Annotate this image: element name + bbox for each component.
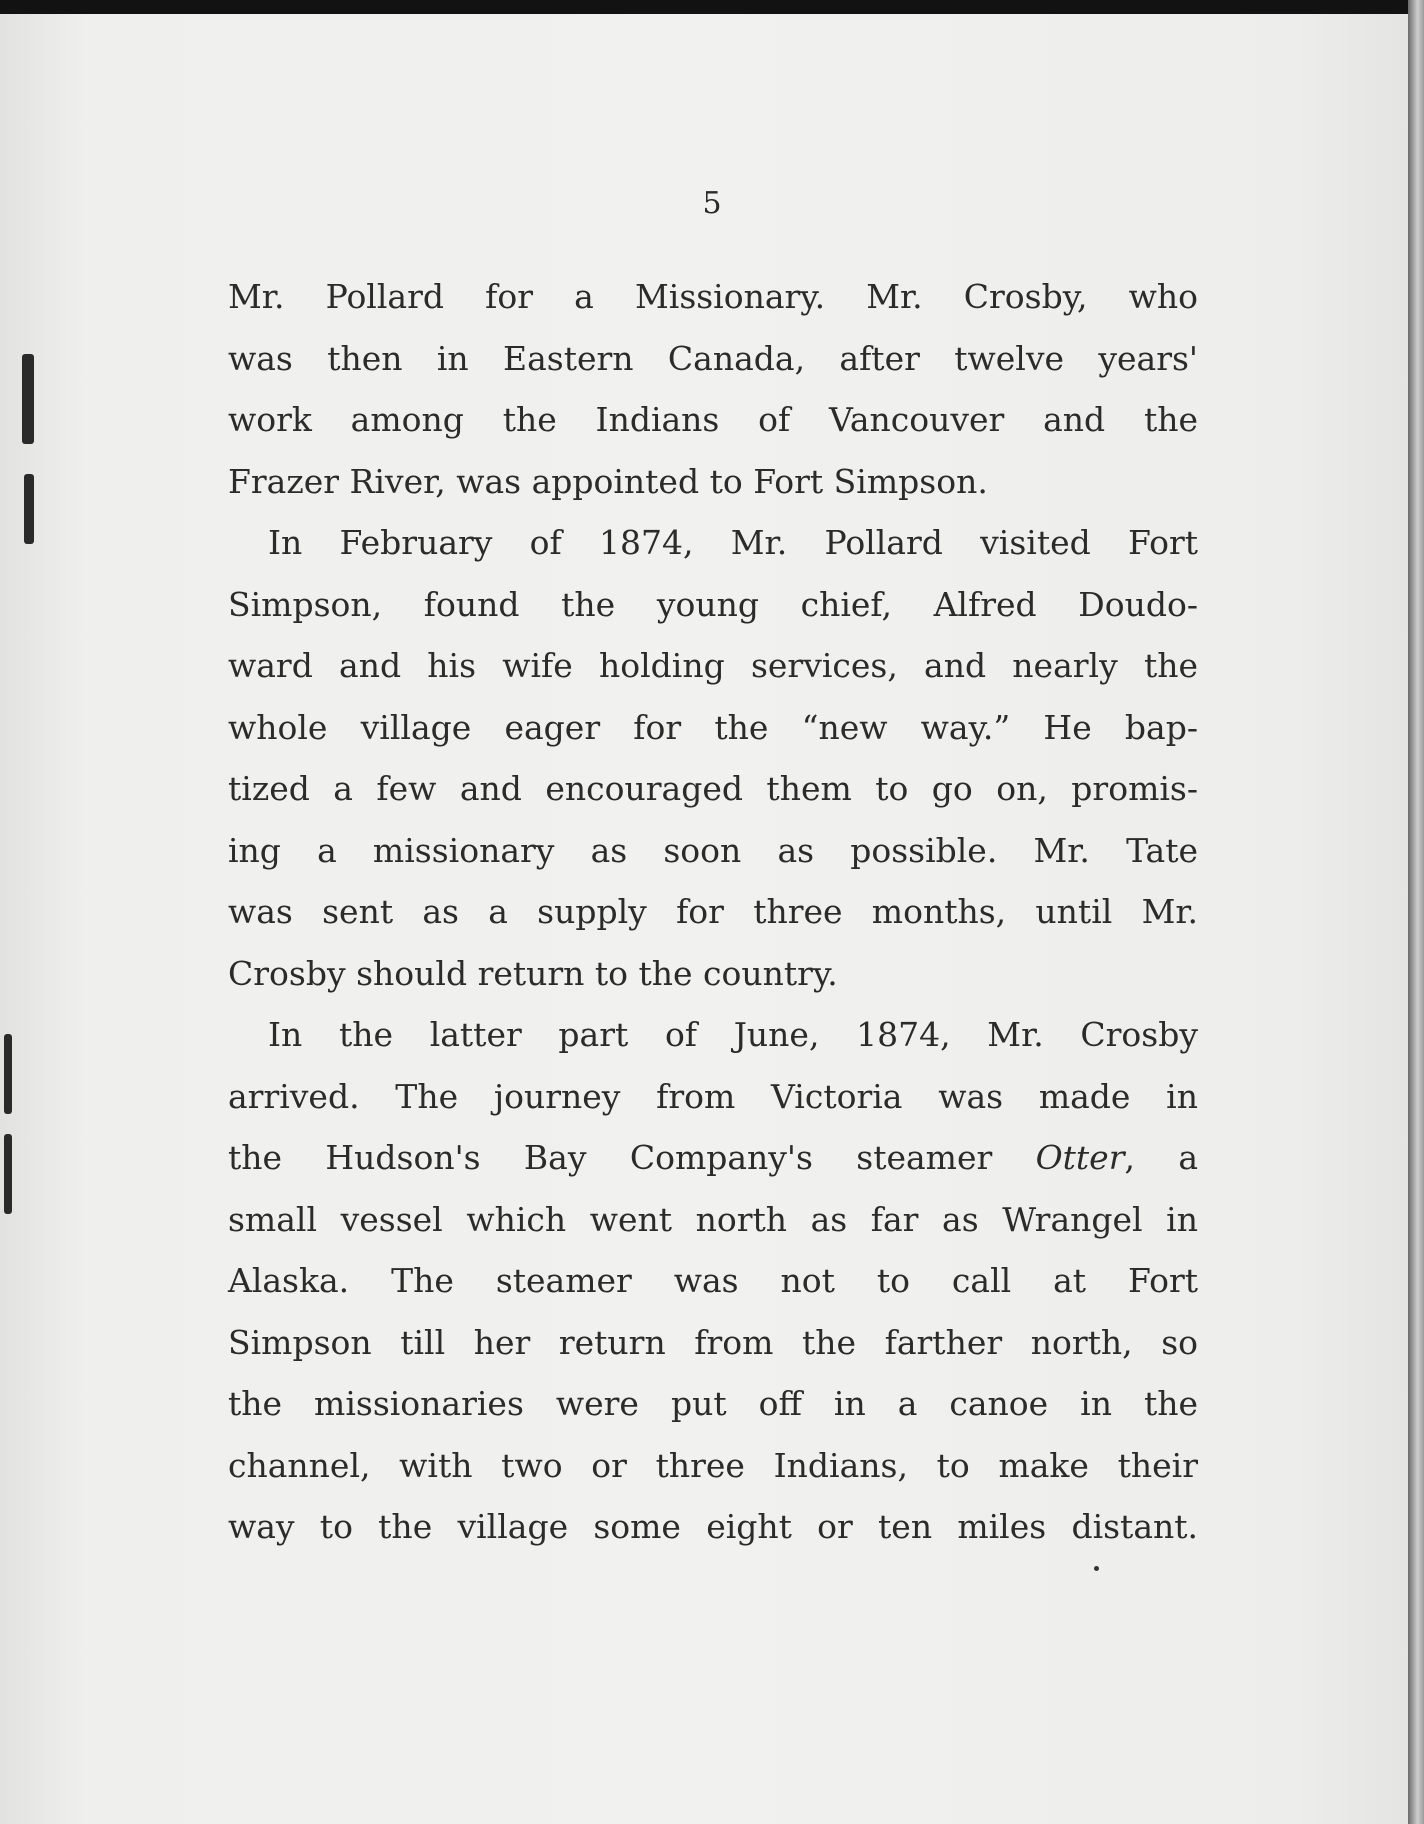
text-line: the missionaries were put off in a canoe in the: [228, 1384, 1198, 1423]
text-line: Crosby should return to the country.: [228, 953, 838, 993]
binding-mark: [4, 1034, 12, 1114]
text-line: was then in Eastern Canada, after twelve years': [228, 338, 1198, 378]
text-line: In the latter part of June, 1874, Mr. Crosby: [268, 1015, 1198, 1054]
body-text: [228, 266, 1198, 1558]
text-line: Simpson till her return from the farther north, so: [228, 1322, 1198, 1362]
text-fragment: , a: [1124, 1138, 1198, 1177]
binding-mark: [4, 1134, 12, 1214]
dust-speck: [1094, 1566, 1099, 1571]
text-line: whole village eager for the “new way.” He bap-: [228, 707, 1198, 747]
paragraph-3: [228, 1004, 1198, 1558]
text-line: was sent as a supply for three months, until Mr.: [228, 892, 1198, 931]
text-line: ing a missionary as soon as possible. Mr. Tate: [228, 830, 1198, 870]
text-fragment: the Hudson's Bay Company's steamer: [228, 1138, 1036, 1177]
ship-name: Otter: [1035, 1138, 1125, 1177]
text-line: small vessel which went north as far as Wrangel in: [228, 1199, 1198, 1239]
binding-mark: [22, 354, 34, 444]
scan-right-edge: [1408, 0, 1424, 1824]
text-line-with-italic: [228, 1127, 1198, 1189]
text-line: work among the Indians of Vancouver and the: [228, 400, 1198, 439]
text-line: arrived. The journey from Victoria was made in: [228, 1076, 1198, 1116]
page-number: 5: [702, 186, 722, 221]
paragraph-2: [228, 512, 1198, 1004]
binding-mark: [24, 474, 34, 544]
text-line: Mr. Pollard for a Missionary. Mr. Crosby, who: [228, 277, 1198, 316]
text-line: way to the village some eight or ten miles distant.: [228, 1507, 1198, 1546]
text-line: tized a few and encouraged them to go on, promis-: [228, 769, 1198, 808]
text-line: Alaska. The steamer was not to call at Fort: [228, 1261, 1198, 1300]
scan-top-edge: [0, 0, 1424, 14]
text-line: channel, with two or three Indians, to make their: [228, 1445, 1198, 1485]
text-line: In February of 1874, Mr. Pollard visited Fort: [268, 523, 1198, 562]
paragraph-1: [228, 266, 1198, 512]
text-line: Frazer River, was appointed to Fort Simpson.: [228, 461, 988, 501]
text-line: Simpson, found the young chief, Alfred Doudo-: [228, 584, 1198, 624]
text-line: ward and his wife holding services, and nearly the: [228, 646, 1198, 685]
